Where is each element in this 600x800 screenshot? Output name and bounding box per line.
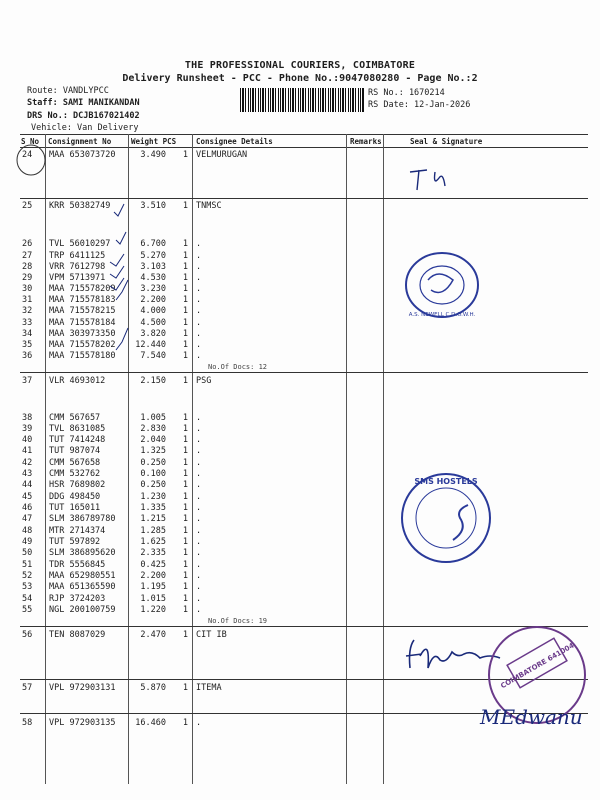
row-pcs: 1 bbox=[182, 306, 188, 316]
rs-number: RS No.: 1670214 bbox=[368, 88, 445, 98]
row-sno: 30 bbox=[22, 284, 33, 294]
col-divider-5 bbox=[383, 134, 384, 784]
col-header-consignee: Consignee Details bbox=[196, 137, 273, 146]
row-cons: . bbox=[196, 571, 202, 581]
row-wt: 3.490 bbox=[140, 150, 166, 160]
row-cons: . bbox=[196, 435, 202, 445]
row-cons: . bbox=[196, 594, 202, 604]
row-cno: TEN 8087029 bbox=[49, 630, 106, 640]
hand-circle-mark bbox=[14, 142, 48, 178]
row-wt: 2.830 bbox=[140, 424, 166, 434]
row-wt: 6.700 bbox=[140, 239, 166, 249]
row-pcs: 1 bbox=[182, 571, 188, 581]
row-wt: 3.510 bbox=[140, 201, 166, 211]
row-cons: PSG bbox=[196, 376, 212, 386]
col-header-consignment: Consignment No bbox=[48, 137, 112, 146]
row-cno: TUT 597892 bbox=[49, 537, 101, 547]
row-sno: 49 bbox=[22, 537, 33, 547]
row-cno: MAA 303973350 bbox=[49, 329, 116, 339]
vehicle-label: Vehicle: Van Delivery bbox=[31, 123, 139, 133]
row-cno: CMM 567658 bbox=[49, 458, 101, 468]
drs-number: DRS No.: DCJB167021402 bbox=[27, 111, 140, 121]
row-cons: TNMSC bbox=[196, 201, 222, 211]
row-cno: MAA 715578180 bbox=[49, 351, 116, 361]
row-cno: VPM 5713971 bbox=[49, 273, 106, 283]
row-sno: 25 bbox=[22, 201, 33, 211]
col-header-seal: Seal & Signature bbox=[410, 137, 483, 146]
row-wt: 0.250 bbox=[140, 458, 166, 468]
row-sno: 52 bbox=[22, 571, 33, 581]
row-cno: TRP 6411125 bbox=[49, 251, 106, 261]
row-pcs: 1 bbox=[182, 340, 188, 350]
row-cno: VRR 7612798 bbox=[49, 262, 106, 272]
row-wt: 1.230 bbox=[140, 492, 166, 502]
row-wt: 2.200 bbox=[140, 571, 166, 581]
row-cons: VELMURUGAN bbox=[196, 150, 248, 160]
row-sno: 29 bbox=[22, 273, 33, 283]
row-cons: . bbox=[196, 548, 202, 558]
row-cno: MAA 715578183 bbox=[49, 295, 116, 305]
signature-3-text: MEdwanu bbox=[480, 705, 583, 729]
row-pcs: 1 bbox=[182, 318, 188, 328]
row-cno: TUT 987074 bbox=[49, 446, 101, 456]
row-wt: 1.285 bbox=[140, 526, 166, 536]
row-sno: 27 bbox=[22, 251, 33, 261]
row-cno: SLM 386789780 bbox=[49, 514, 116, 524]
row-sno: 26 bbox=[22, 239, 33, 249]
row-cno: RJP 3724203 bbox=[49, 594, 106, 604]
col-header-sno: S No bbox=[21, 137, 40, 146]
row-cno: TUT 7414248 bbox=[49, 435, 106, 445]
row-sno: 43 bbox=[22, 469, 33, 479]
row-wt: 4.530 bbox=[140, 273, 166, 283]
row-pcs: 1 bbox=[182, 683, 188, 693]
row-cons: . bbox=[196, 458, 202, 468]
row-cons: . bbox=[196, 424, 202, 434]
row-cons: . bbox=[196, 492, 202, 502]
row-sno: 40 bbox=[22, 435, 33, 445]
staff-label: Staff: SAMI MANIKANDAN bbox=[27, 98, 140, 108]
docs-count-1: No.Of Docs: 12 bbox=[208, 363, 268, 371]
section-rule bbox=[20, 198, 588, 199]
row-cno: TVL 8631085 bbox=[49, 424, 106, 434]
row-cons: . bbox=[196, 239, 202, 249]
row-sno: 46 bbox=[22, 503, 33, 513]
row-wt: 2.200 bbox=[140, 295, 166, 305]
row-pcs: 1 bbox=[182, 329, 188, 339]
row-pcs: 1 bbox=[182, 295, 188, 305]
col-header-weight-pcs: Weight PCS bbox=[131, 137, 177, 146]
row-cons: . bbox=[196, 306, 202, 316]
row-sno: 36 bbox=[22, 351, 33, 361]
row-cno: MAA 715578209 bbox=[49, 284, 116, 294]
tick-marks bbox=[110, 200, 140, 370]
signature-1 bbox=[405, 162, 465, 203]
row-sno: 50 bbox=[22, 548, 33, 558]
row-sno: 53 bbox=[22, 582, 33, 592]
row-cno: MTR 2714374 bbox=[49, 526, 106, 536]
row-wt: 1.625 bbox=[140, 537, 166, 547]
row-sno: 47 bbox=[22, 514, 33, 524]
row-cons: . bbox=[196, 718, 202, 728]
row-pcs: 1 bbox=[182, 605, 188, 615]
row-cno: MAA 715578202 bbox=[49, 340, 116, 350]
row-cno: KRR 50382749 bbox=[49, 201, 111, 211]
rs-date: RS Date: 12-Jan-2026 bbox=[368, 100, 471, 110]
row-pcs: 1 bbox=[182, 582, 188, 592]
row-pcs: 1 bbox=[182, 413, 188, 423]
row-sno: 31 bbox=[22, 295, 33, 305]
row-pcs: 1 bbox=[182, 560, 188, 570]
row-wt: 1.195 bbox=[140, 582, 166, 592]
row-wt: 1.015 bbox=[140, 594, 166, 604]
row-pcs: 1 bbox=[182, 469, 188, 479]
signature-3 bbox=[470, 696, 590, 736]
row-cons: . bbox=[196, 446, 202, 456]
row-cons: . bbox=[196, 503, 202, 513]
row-wt: 1.215 bbox=[140, 514, 166, 524]
row-pcs: 1 bbox=[182, 480, 188, 490]
row-pcs: 1 bbox=[182, 435, 188, 445]
row-cons: . bbox=[196, 251, 202, 261]
row-sno: 45 bbox=[22, 492, 33, 502]
office-stamp-2 bbox=[398, 470, 494, 566]
row-cons: . bbox=[196, 262, 202, 272]
row-cons: . bbox=[196, 480, 202, 490]
row-wt: 4.500 bbox=[140, 318, 166, 328]
row-pcs: 1 bbox=[182, 251, 188, 261]
row-pcs: 1 bbox=[182, 273, 188, 283]
row-wt: 2.150 bbox=[140, 376, 166, 386]
row-sno: 38 bbox=[22, 413, 33, 423]
stamp-2-text: SMS HOSTELS bbox=[414, 477, 478, 486]
row-pcs: 1 bbox=[182, 537, 188, 547]
signature-1-text: T. h. bbox=[407, 202, 411, 203]
row-pcs: 1 bbox=[182, 424, 188, 434]
row-cons: . bbox=[196, 582, 202, 592]
col-divider-3 bbox=[192, 134, 193, 784]
row-cno: VPL 972903135 bbox=[49, 718, 116, 728]
row-cno: CMM 532762 bbox=[49, 469, 101, 479]
docs-count-2: No.Of Docs: 19 bbox=[208, 617, 268, 625]
row-cons: . bbox=[196, 469, 202, 479]
row-sno: 56 bbox=[22, 630, 33, 640]
row-pcs: 1 bbox=[182, 284, 188, 294]
row-pcs: 1 bbox=[182, 376, 188, 386]
row-wt: 3.103 bbox=[140, 262, 166, 272]
row-wt: 4.000 bbox=[140, 306, 166, 316]
row-wt: 12.440 bbox=[135, 340, 166, 350]
row-pcs: 1 bbox=[182, 351, 188, 361]
row-cons: . bbox=[196, 514, 202, 524]
row-pcs: 1 bbox=[182, 514, 188, 524]
col-divider-1 bbox=[45, 134, 46, 784]
row-wt: 1.220 bbox=[140, 605, 166, 615]
row-cno: DDG 498450 bbox=[49, 492, 101, 502]
row-wt: 3.820 bbox=[140, 329, 166, 339]
row-wt: 3.230 bbox=[140, 284, 166, 294]
row-cno: CMM 567657 bbox=[49, 413, 101, 423]
row-cno: TVL 56010297 bbox=[49, 239, 111, 249]
row-pcs: 1 bbox=[182, 262, 188, 272]
row-cons: . bbox=[196, 284, 202, 294]
row-pcs: 1 bbox=[182, 239, 188, 249]
company-title: THE PROFESSIONAL COURIERS, COIMBATORE bbox=[184, 60, 416, 71]
row-cno: MAA 715578184 bbox=[49, 318, 116, 328]
stamp-1-text: A.S. NEWELL C.D.O.W.H. bbox=[408, 312, 476, 318]
row-wt: 2.040 bbox=[140, 435, 166, 445]
row-cno: MAA 715578215 bbox=[49, 306, 116, 316]
row-cons: . bbox=[196, 295, 202, 305]
row-wt: 5.270 bbox=[140, 251, 166, 261]
row-cons: . bbox=[196, 318, 202, 328]
row-pcs: 1 bbox=[182, 150, 188, 160]
row-cons: . bbox=[196, 560, 202, 570]
row-cons: CIT IB bbox=[196, 630, 227, 640]
table-header-rule bbox=[20, 147, 588, 148]
row-cons: ITEMA bbox=[196, 683, 222, 693]
row-wt: 1.325 bbox=[140, 446, 166, 456]
row-cno: SLM 386895620 bbox=[49, 548, 116, 558]
row-cno: MAA 651365590 bbox=[49, 582, 116, 592]
row-sno: 57 bbox=[22, 683, 33, 693]
row-wt: 0.100 bbox=[140, 469, 166, 479]
row-sno: 54 bbox=[22, 594, 33, 604]
row-wt: 5.870 bbox=[140, 683, 166, 693]
row-cons: . bbox=[196, 329, 202, 339]
row-cons: . bbox=[196, 537, 202, 547]
row-wt: 16.460 bbox=[135, 718, 166, 728]
row-cno: NGL 200100759 bbox=[49, 605, 116, 615]
row-pcs: 1 bbox=[182, 594, 188, 604]
row-cno: VPL 972903131 bbox=[49, 683, 116, 693]
row-sno: 35 bbox=[22, 340, 33, 350]
runsheet-subtitle: Delivery Runsheet - PCC - Phone No.:9047080280 - Page No.:2 bbox=[122, 73, 478, 84]
row-pcs: 1 bbox=[182, 630, 188, 640]
row-cno: TDR 5556845 bbox=[49, 560, 106, 570]
row-sno: 39 bbox=[22, 424, 33, 434]
row-cons: . bbox=[196, 526, 202, 536]
row-sno: 33 bbox=[22, 318, 33, 328]
row-pcs: 1 bbox=[182, 503, 188, 513]
row-sno: 42 bbox=[22, 458, 33, 468]
barcode-image bbox=[240, 88, 365, 112]
row-cons: . bbox=[196, 413, 202, 423]
row-pcs: 1 bbox=[182, 446, 188, 456]
row-cno: MAA 652980551 bbox=[49, 571, 116, 581]
row-wt: 7.540 bbox=[140, 351, 166, 361]
row-wt: 2.470 bbox=[140, 630, 166, 640]
row-wt: 0.250 bbox=[140, 480, 166, 490]
row-cno: VLR 4693012 bbox=[49, 376, 106, 386]
row-sno: 51 bbox=[22, 560, 33, 570]
table-top-rule bbox=[20, 134, 588, 135]
row-sno: 55 bbox=[22, 605, 33, 615]
row-wt: 1.335 bbox=[140, 503, 166, 513]
row-sno: 44 bbox=[22, 480, 33, 490]
col-header-remarks: Remarks bbox=[350, 137, 382, 146]
row-pcs: 1 bbox=[182, 526, 188, 536]
row-cons: . bbox=[196, 605, 202, 615]
row-pcs: 1 bbox=[182, 201, 188, 211]
row-sno: 24 bbox=[22, 150, 33, 160]
row-wt: 1.005 bbox=[140, 413, 166, 423]
row-cons: . bbox=[196, 340, 202, 350]
row-wt: 2.335 bbox=[140, 548, 166, 558]
row-pcs: 1 bbox=[182, 458, 188, 468]
row-sno: 41 bbox=[22, 446, 33, 456]
row-cons: . bbox=[196, 273, 202, 283]
row-wt: 0.425 bbox=[140, 560, 166, 570]
row-cno: MAA 653073720 bbox=[49, 150, 116, 160]
row-pcs: 1 bbox=[182, 718, 188, 728]
row-cno: HSR 7689802 bbox=[49, 480, 106, 490]
row-cno: TUT 165011 bbox=[49, 503, 101, 513]
office-stamp-1 bbox=[403, 250, 481, 320]
row-sno: 28 bbox=[22, 262, 33, 272]
row-pcs: 1 bbox=[182, 548, 188, 558]
route-label: Route: VANDLYPCC bbox=[27, 86, 109, 96]
stamp-3-text: COIMBATORE 641004 bbox=[499, 641, 576, 691]
row-sno: 32 bbox=[22, 306, 33, 316]
row-sno: 48 bbox=[22, 526, 33, 536]
row-pcs: 1 bbox=[182, 492, 188, 502]
row-sno: 37 bbox=[22, 376, 33, 386]
row-cons: . bbox=[196, 351, 202, 361]
col-divider-4 bbox=[346, 134, 347, 784]
section-rule bbox=[20, 372, 588, 373]
row-sno: 58 bbox=[22, 718, 33, 728]
row-sno: 34 bbox=[22, 329, 33, 339]
